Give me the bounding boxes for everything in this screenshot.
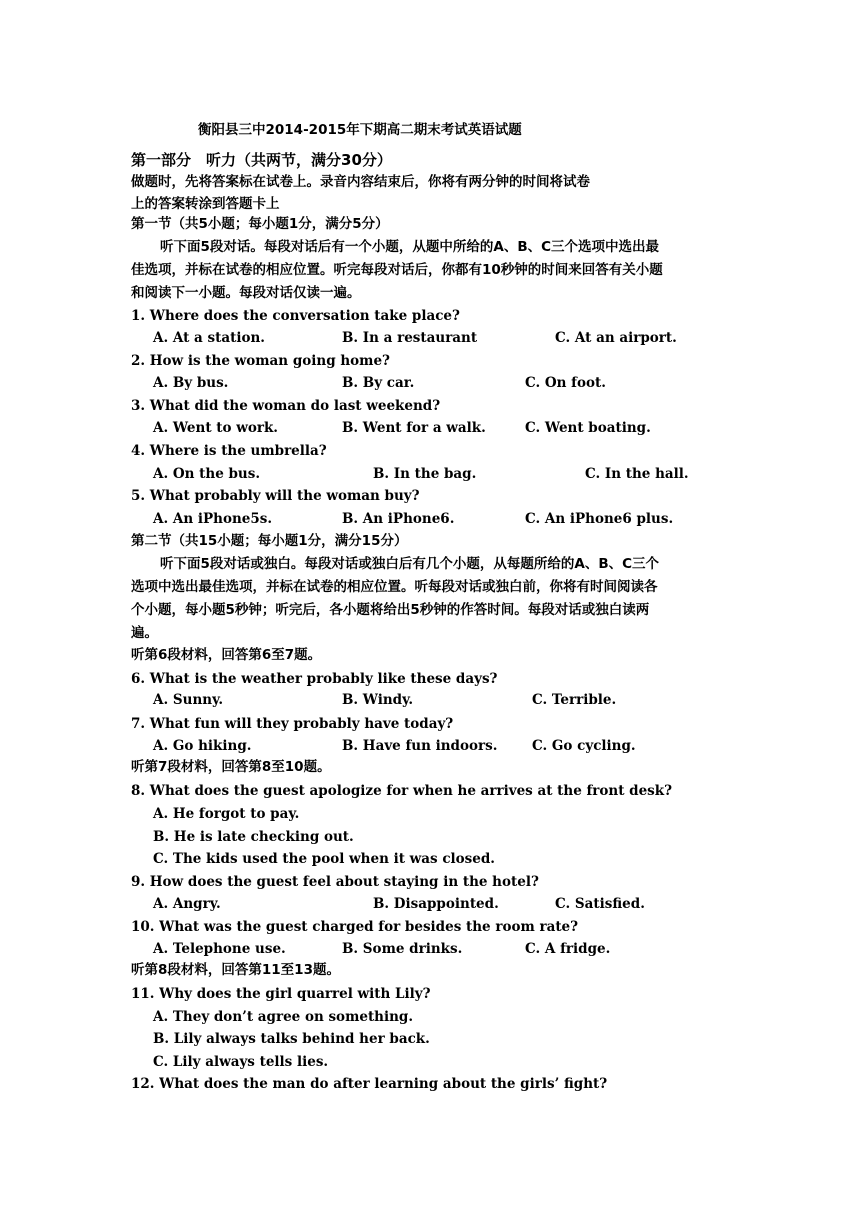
question-9-option-c: C. Satisfied. [555,896,645,912]
material-7-note: 听第7段材料，回答第8至10题。 [131,759,331,775]
question-11-option-c: C. Lily always tells lies. [153,1054,329,1070]
part1-heading: 第一部分 听力（共两节，满分30分） [131,151,392,169]
question-1-option-a: A. At a station. [153,330,265,346]
question-2-option-a: A. By bus. [153,375,229,391]
question-4-stem: 4. Where is the umbrella? [131,443,327,459]
question-6-option-c: C. Terrible. [532,692,617,708]
section2-desc-line2: 选项中选出最佳选项，并标在试卷的相应位置。听每段对话或独白前，你将有时间阅读各 [131,579,658,595]
question-2-option-c: C. On foot. [525,375,606,391]
question-10-option-b: B. Some drinks. [342,941,463,957]
question-1-option-b: B. In a restaurant [342,330,478,346]
question-9-option-a: A. Angry. [153,896,221,912]
question-11-option-b: B. Lily always talks behind her back. [153,1031,430,1047]
section2-desc-line1: 听下面5段对话或独白。每段对话或独白后有几个小题，从每题所给的A、B、C三个 [160,556,660,572]
material-8-note: 听第8段材料，回答第11至13题。 [131,962,340,978]
question-3-option-c: C. Went boating. [525,420,651,436]
question-6-option-a: A. Sunny. [153,692,224,708]
question-9-stem: 9. How does the guest feel about staying in the hotel? [131,874,539,890]
question-8-option-b: B. He is late checking out. [153,829,354,845]
question-1-option-c: C. At an airport. [555,330,677,346]
question-4-option-c: C. In the hall. [585,466,689,482]
question-10-option-c: C. A fridge. [525,941,611,957]
question-10-stem: 10. What was the guest charged for besides the room rate? [131,919,579,935]
exam-title: 衡阳县三中2014-2015年下期高二期末考试英语试题 [198,122,522,138]
part1-instruction-line2: 上的答案转涂到答题卡上 [131,196,280,212]
section1-desc-line3: 和阅读下一小题。每段对话仅读一遍。 [131,285,361,301]
question-5-option-a: A. An iPhone5s. [153,511,273,527]
question-5-option-b: B. An iPhone6. [342,511,455,527]
question-11-option-a: A. They don’t agree on something. [153,1009,414,1025]
question-8-option-a: A. He forgot to pay. [153,806,300,822]
question-11-stem: 11. Why does the girl quarrel with Lily? [131,986,431,1002]
question-3-option-b: B. Went for a walk. [342,420,486,436]
part1-instruction-line1: 做题时，先将答案标在试卷上。录音内容结束后，你将有两分钟的时间将试卷 [131,174,590,190]
question-5-option-c: C. An iPhone6 plus. [525,511,674,527]
section2-desc-line3: 个小题，每小题5秒钟；听完后，各小题将给出5秒钟的作答时间。每段对话或独白读两 [131,602,650,618]
section1-desc-line1: 听下面5段对话。每段对话后有一个小题，从题中所给的A、B、C三个选项中选出最 [160,239,660,255]
section1-heading: 第一节（共5小题；每小题1分，满分5分） [131,216,389,232]
question-8-stem: 8. What does the guest apologize for when he arrives at the front desk? [131,783,673,799]
question-6-stem: 6. What is the weather probably like these days? [131,671,498,687]
question-9-option-b: B. Disappointed. [373,896,499,912]
question-3-option-a: A. Went to work. [153,420,279,436]
material-6-note: 听第6段材料，回答第6至7题。 [131,647,322,663]
question-4-option-b: B. In the bag. [373,466,477,482]
question-7-option-c: C. Go cycling. [532,738,636,754]
question-7-option-b: B. Have fun indoors. [342,738,498,754]
section1-desc-line2: 佳选项，并标在试卷的相应位置。听完每段对话后，你都有10秒钟的时间来回答有关小题 [131,262,663,278]
question-12-stem: 12. What does the man do after learning about the girls’ fight? [131,1076,608,1092]
question-7-stem: 7. What fun will they probably have today? [131,716,454,732]
question-7-option-a: A. Go hiking. [153,738,252,754]
question-2-stem: 2. How is the woman going home? [131,353,390,369]
section2-heading: 第二节（共15小题；每小题1分，满分15分） [131,533,408,549]
question-6-option-b: B. Windy. [342,692,414,708]
question-8-option-c: C. The kids used the pool when it was closed. [153,851,495,867]
question-1-stem: 1. Where does the conversation take place? [131,308,460,324]
section2-desc-line4: 遍。 [131,625,158,641]
question-4-option-a: A. On the bus. [153,466,261,482]
question-2-option-b: B. By car. [342,375,415,391]
question-3-stem: 3. What did the woman do last weekend? [131,398,441,414]
question-5-stem: 5. What probably will the woman buy? [131,488,420,504]
question-10-option-a: A. Telephone use. [153,941,286,957]
